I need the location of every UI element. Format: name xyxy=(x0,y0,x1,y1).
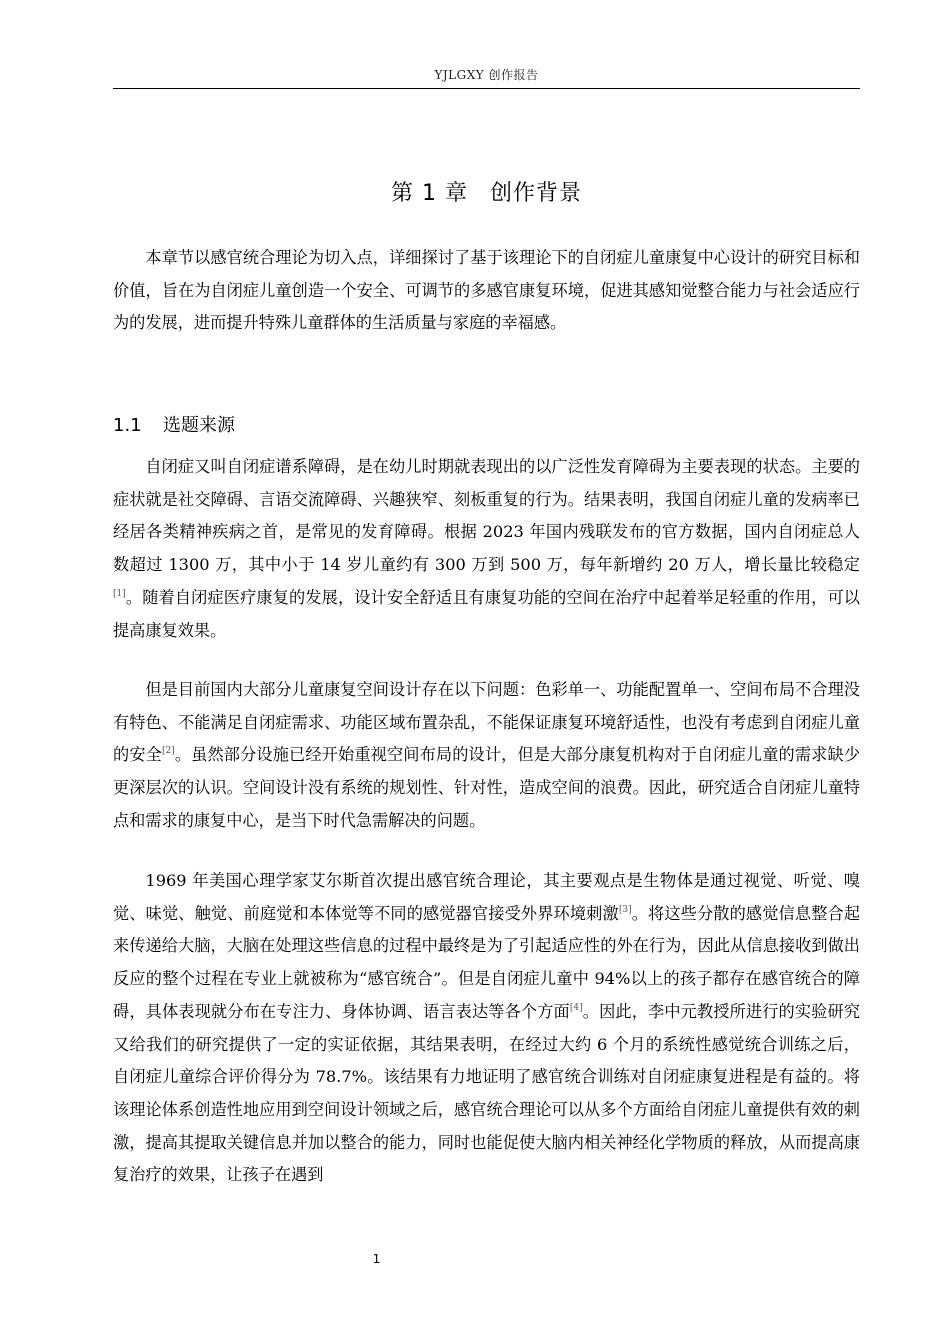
body-paragraph-1 xyxy=(113,451,860,647)
chapter-title xyxy=(113,176,860,207)
paragraph-text: 。将这些分散的感觉信息整合起来传递给大脑，大脑在处理这些信息的过程中最终是为了引起适应性的外在行为，因此从信息接收到做出反应的整个过程在专业上就被称为“感官统合”。但是自闭症儿童中 94%以上的孩子都存在感官统合的障碍，具体表现就分布在专注力、身体协调、语言表达等各个方面 xyxy=(113,903,861,1021)
paragraph-text: 。因此，李中元教授所进行的实验研究又给我们的研究提供了一定的实证依据，其结果表明，在经过大约 6 个月的系统性感觉统合训练之后，自闭症儿童综合评价得分为 78.7%。该结果有力地证明了感官统合训练对自闭症康复进程是有益的。将该理论体系创造性地应用到空间设计领域之后，感官统合理论可以从多个方面给自闭症儿童提供有效的刺激，提高其提取关键信息并加以整合的能力，同时也能促使大脑内相关神经化学物质的释放，从而提高康复治疗的效果，让孩子在遇到 xyxy=(113,1001,861,1185)
citation-ref: [2] xyxy=(161,746,175,757)
chapter-intro-paragraph: 本章节以感官统合理论为切入点，详细探讨了基于该理论下的自闭症儿童康复中心设计的研究目标和价值，旨在为自闭症儿童创造一个安全、可调节的多感官康复环境，促进其感知觉整合能力与社会适应行为的发展，进而提升特殊儿童群体的生活质量与家庭的幸福感。 xyxy=(113,248,860,333)
paragraph-text: 。随着自闭症医疗康复的发展，设计安全舒适且有康复功能的空间在治疗中起着举足轻重的作用，可以提高康复效果。 xyxy=(113,587,860,640)
page-number: 1 xyxy=(372,1252,381,1266)
body-paragraph-3 xyxy=(113,865,860,1192)
running-header: YJLGXY 创作报告 xyxy=(434,68,539,82)
chapter-name: 创作背景 xyxy=(489,181,582,206)
paragraph-text: 1969 年美国心理学家艾尔斯首次提出感官统合理论，其主要观点是生物体是通过视觉、听觉、嗅觉、味觉、触觉、前庭觉和本体觉等不同的感觉器官接受外界环境刺激 xyxy=(113,871,860,923)
paragraph-text: 自闭症又叫自闭症谱系障碍，是在幼儿时期就表现出的以广泛性发育障碍为主要表现的状态。主要的症状就是社交障碍、言语交流障碍、兴趣狭窄、刻板重复的行为。结果表明，我国自闭症儿童的发病率已经居各类精神疾病之首，是常见的发育障碍。根据 2023 年国内残联发布的官方数据，国内自闭症总人数超过 1300 万，其中小于 14 岁儿童约有 300 万到 500 万，每年新增约 20 万人，增长量比较稳定 xyxy=(113,457,860,575)
paragraph-text: 但是目前国内大部分儿童康复空间设计存在以下问题：色彩单一、功能配置单一、空间布局不合理没有特色、不能满足自闭症需求、功能区域布置杂乱，不能保证康复环境舒适性，也没有考虑到自闭症儿童的安全 xyxy=(113,680,860,765)
citation-ref: [4] xyxy=(569,1002,583,1013)
citation-ref: [1] xyxy=(113,588,126,599)
section-number: 1.1 xyxy=(113,415,142,436)
section-title: 选题来源 xyxy=(163,415,235,436)
chapter-number: 第 1 章 xyxy=(391,181,468,206)
body-paragraph-2 xyxy=(113,674,860,838)
citation-ref: [3] xyxy=(618,904,632,915)
paragraph-text: 。虽然部分设施已经开始重视空间布局的设计，但是大部分康复机构对于自闭症儿童的需求缺少更深层次的认识。空间设计没有系统的规划性、针对性，造成空间的浪费。因此，研究适合自闭症儿童特点和需求的康复中心，是当下时代急需解决的问题。 xyxy=(113,745,860,830)
header-divider xyxy=(113,88,860,89)
section-heading xyxy=(113,411,235,437)
